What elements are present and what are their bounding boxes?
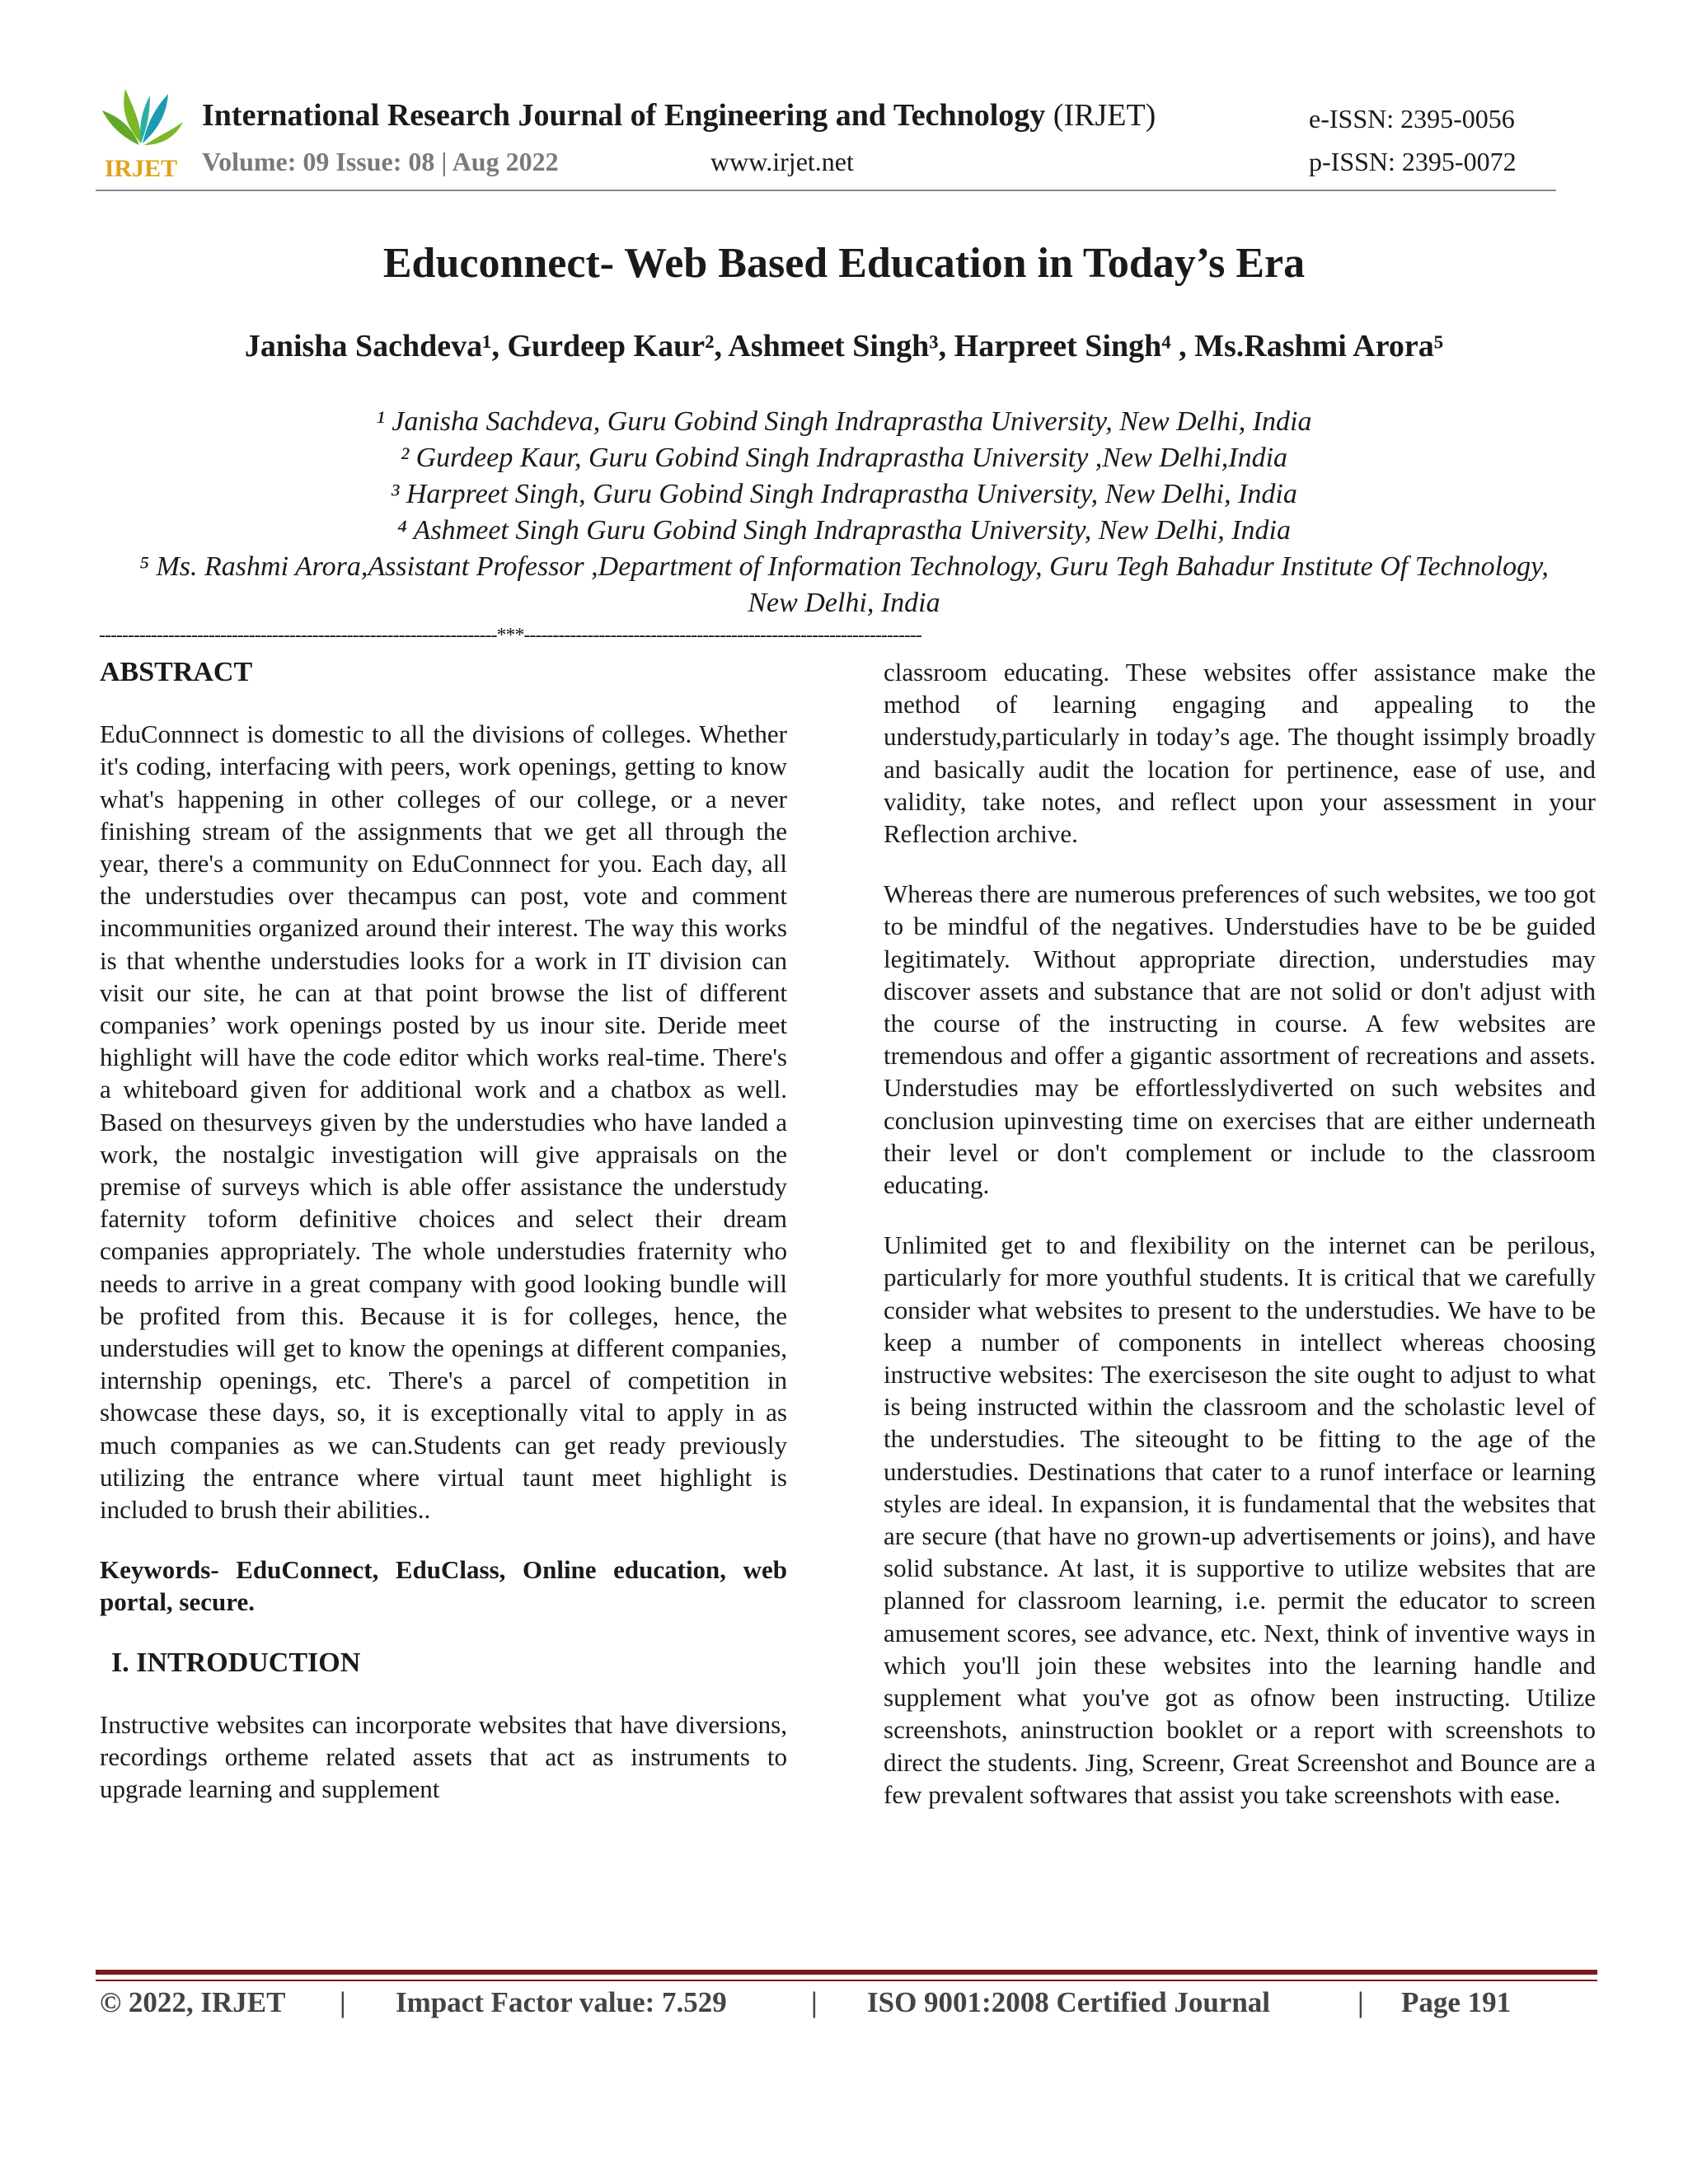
footer-copyright: © 2022, IRJET — [100, 1986, 286, 2018]
right-paragraph-2: Whereas there are numerous preferences of such websites, we too got to be mindful of the negatives. Understudies have to be be guided legitimately. Without appropriate direction, understudies may discover assets and substance that are not solid or don't adjust with the course of the instructing in course. A few websites are tremendous and offer a gigantic assortment of recreations and assets. Understudies may be effortlesslydiverted on such websites and conclusion upinvesting time on exercises that are either underneath their level or don't complement or include to the classroom educating. — [884, 879, 1596, 1200]
journal-website: www.irjet.net — [710, 147, 854, 176]
right-paragraph-3: Unlimited get to and flexibility on the internet can be perilous, particularly for more youthful students. It is critical that we carefully consider what websites to present to the understudies. We have to be keep a number of components in intellect whereas choosing instructive websites: The exerciseson the site ought to adjust to what is being instructed within the classroom and the scholastic level of the understudies. The siteought to be fitting to the age of the understudies. Destinations that cater to a runof interface or learning styles are ideal. In expansion, it is fundamental that the websites that are secure (that have no grown-up advertisements or joins), and have solid substance. At last, it is supportive to utilize websites that are planned for classroom learning, i.e. permit the educator to screen amusement scores, see advance, etc. Next, think of inventive ways in which you'll join these websites into the learning handle and supplement what you've got as ofnow been instructing. Utilize screenshots, aninstruction booklet or a report with screenshots to direct the students. Jing, Screenr, Great Screenshot and Bounce are a few prevalent softwares that assist you take screenshots with ease. — [884, 1230, 1596, 1809]
footer-separator: | — [811, 1986, 818, 2018]
affiliation-3: ³ Harpreet Singh, Guru Gobind Singh Indraprastha University, New Delhi, India — [391, 479, 1297, 509]
keywords: Keywords- EduConnect, EduClass, Online education, web portal, secure. — [100, 1555, 787, 1617]
introduction-text: Instructive websites can incorporate websites that have diversions, recordings ortheme related assets that act as instruments to upgrade learning and supplement — [100, 1709, 787, 1804]
affiliation-1: ¹ Janisha Sachdeva, Guru Gobind Singh Indraprastha University, New Delhi, India — [376, 406, 1312, 437]
affiliation-4: ⁴ Ashmeet Singh Guru Gobind Singh Indraprastha University, New Delhi, India — [396, 515, 1292, 546]
section-divider: ---------------------------------------------------------------------***--------------------------------------------------------------------- — [99, 625, 921, 646]
logo-text: IRJET — [104, 155, 178, 182]
footer-rule-thick — [96, 1970, 1597, 1975]
affiliation-5: ⁵ Ms. Rashmi Arora,Assistant Professor ,Department of Information Technology, Guru Tegh Bahadur Institute Of Technology, New Delhi, India — [139, 551, 1549, 618]
e-issn: e-ISSN: 2395-0056 — [1309, 104, 1515, 134]
right-column — [884, 656, 1596, 1811]
irjet-logo — [96, 79, 186, 182]
journal-abbr: (IRJET) — [1053, 98, 1156, 133]
p-issn: p-ISSN: 2395-0072 — [1309, 147, 1517, 176]
paper-title: Educonnect- Web Based Education in Today’s Era — [382, 240, 1306, 287]
right-paragraph-1: classroom educating. These websites offer assistance make the method of learning engaging and appealing to the understudy,particularly in today’s age. The thought issimply broadly and basically audit the location for pertinence, ease of use, and validity, take notes, and reflect upon your assessment in your Reflection archive. — [884, 658, 1596, 849]
journal-name: International Research Journal of Engineering and Technology — [202, 98, 1046, 133]
logo-leaves-icon — [102, 89, 183, 145]
footer-rule-thin — [96, 1980, 1597, 1981]
introduction-heading: I. INTRODUCTION — [111, 1647, 361, 1678]
affiliations — [124, 404, 1564, 621]
volume-issue: Volume: 09 Issue: 08 | Aug 2022 — [202, 147, 559, 176]
abstract-text: EduConnnect is domestic to all the divisions of colleges. Whether it's coding, interfacing with peers, work openings, getting to know what's happening in other colleges of our college, or a never finishing stream of the assignments that we get all through the year, there's a community on EduConnnect for you. Each day, all the understudies over thecampus can post, vote and comment incommunities organized around their interest. The way this works is that whenthe understudies looks for a work in IT division can visit our site, he can at that point browse the list of different companies’ work openings posted by us inour site. Deride meet highlight will have the code editor which works real-time. There's a whiteboard given for additional work and a chatbox as well. Based on thesurveys given by the understudies who have landed a work, the nostalgic investigation will give appraisals on the premise of surveys which is able offer assistance the understudy faternity toform definitive choices and select their dream companies appropriately. The whole understudies fraternity who needs to arrive in a great company with good looking bundle will be profited from this. Because it is for colleges, hence, the understudies will get to know the openings at different companies, internship openings, etc. There's a parcel of competition in showcase these days, so, it is exceptionally vital to apply in as much companies as we can.Students can get ready previously utilizing the entrance where virtual taunt meet highlight is included to brush their abilities.. — [100, 719, 787, 1525]
journal-title — [202, 97, 1156, 134]
header-rule — [96, 190, 1556, 191]
left-column — [100, 656, 787, 1806]
author-list: Janisha Sachdeva¹, Gurdeep Kaur², Ashmeet Singh³, Harpreet Singh⁴ , Ms.Rashmi Arora⁵ — [244, 329, 1444, 363]
footer-impact-factor: Impact Factor value: 7.529 — [396, 1986, 727, 2018]
footer-iso: ISO 9001:2008 Certified Journal — [867, 1986, 1271, 2018]
affiliation-2: ² Gurdeep Kaur, Guru Gobind Singh Indraprastha University ,New Delhi,India — [400, 443, 1288, 473]
footer-separator: | — [1357, 1986, 1364, 2018]
footer-separator: | — [340, 1986, 346, 2018]
abstract-heading: ABSTRACT — [100, 657, 253, 687]
footer-page-number: Page 191 — [1401, 1986, 1512, 2018]
